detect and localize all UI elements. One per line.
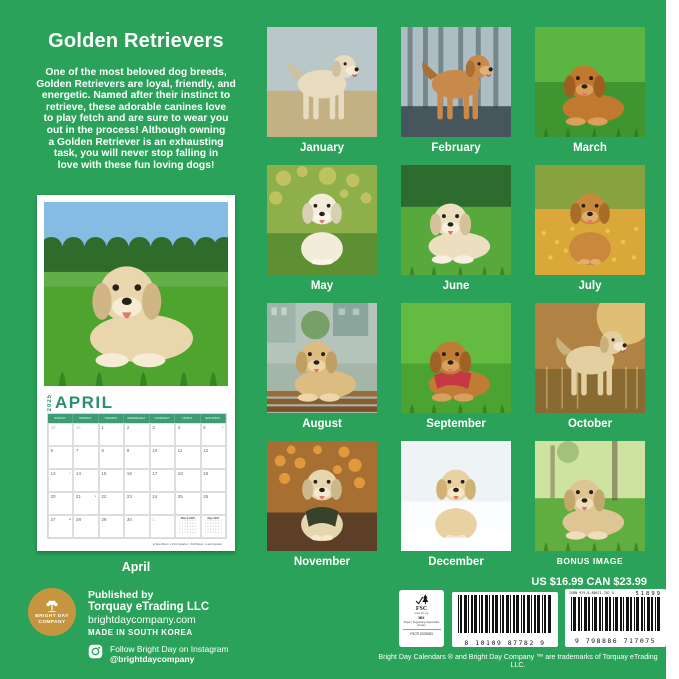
- calendar-day-cell: 14: [73, 469, 98, 492]
- weekday-header-cell: THURSDAY: [150, 414, 175, 423]
- instagram-handle: @brightdaycompany: [110, 654, 195, 664]
- thumbnail-november: [267, 441, 377, 579]
- instagram-block: [88, 644, 229, 664]
- description-line: energetic. Named after their instinct to: [41, 90, 231, 102]
- ean-digits: 9 798886 717075: [574, 637, 657, 645]
- calendar-day-cell: 23: [124, 492, 149, 515]
- calendar-day-cell: 13 ○: [48, 469, 73, 492]
- weekday-header-cell: FRIDAY: [175, 414, 200, 423]
- publisher-name: Torquay eTrading LLC: [88, 601, 210, 613]
- publisher-logo: [28, 588, 76, 636]
- month-photo-august: [267, 303, 377, 413]
- calendar-day-cell: 26: [201, 492, 226, 515]
- fsc-mix: MIX: [418, 616, 425, 621]
- fsc-icon: [414, 592, 430, 606]
- calendar-year: 2025: [47, 393, 53, 411]
- thumbnail-may: [267, 165, 377, 303]
- description-line: retrieve, these adorable canines love: [45, 101, 227, 113]
- moon-phase-icon: ●: [69, 517, 71, 521]
- month-label-december: December: [428, 556, 484, 568]
- published-by: Published by: [88, 589, 154, 601]
- mini-calendar-days: 1 2 3 4 5 6 7 1 2 3 4 5 6 7 1 2 3 4 5 6 7 1 2 3 4 5 6 7 1 2 3 4 5 6 7: [179, 520, 197, 535]
- thumbnail-august: [267, 303, 377, 441]
- upc-digits: 8 10109 87782 9: [464, 639, 546, 647]
- mini-calendar-title: May 2025: [207, 517, 220, 520]
- month-photo-june: [401, 165, 511, 275]
- weekday-header-cell: SUNDAY: [48, 414, 73, 423]
- month-photo-july: [535, 165, 645, 275]
- calendar-day-cell: 22: [99, 492, 124, 515]
- calendar-day-cell: 19: [201, 469, 226, 492]
- description: [18, 67, 254, 171]
- moon-phase-icon: ○: [69, 471, 71, 475]
- calendar-day-cell: 29: [99, 515, 124, 538]
- isbn-label: ISBN 979-8-88671-707-5: [569, 591, 614, 595]
- publisher-website: brightdaycompany.com: [88, 614, 196, 626]
- moon-phase-legend: ● New Moon ◐ First Quarter ○ Full Moon ◑ Last Quarter: [152, 541, 222, 546]
- weekday-header-cell: TUESDAY: [99, 414, 124, 423]
- april-calendar: [47, 389, 225, 546]
- april-preview-page: [37, 195, 235, 551]
- logo-text-line1: BRIGHT DAY: [35, 614, 69, 620]
- thumbnail-january: [267, 27, 377, 165]
- calendar-day-cell: 28: [73, 515, 98, 538]
- isbn-barcode: [565, 589, 666, 647]
- mini-calendar: [201, 515, 226, 538]
- preview-caption: April: [121, 560, 151, 574]
- calendar-month-title: APRIL: [55, 393, 114, 412]
- instagram-icon: [88, 644, 103, 659]
- month-photo-november: [267, 441, 377, 551]
- fsc-label: FSC: [415, 606, 428, 612]
- calendar-day-cell: 8: [99, 446, 124, 469]
- tree-icon: [43, 598, 61, 614]
- calendar-day-cell: 12: [201, 446, 226, 469]
- calendar-day-cell: 18: [175, 469, 200, 492]
- calendar-day-cell: 15: [99, 469, 124, 492]
- thumbnail-october: [535, 303, 645, 441]
- logo-text-line2: COMPANY: [38, 620, 66, 625]
- moon-phase-icon: ◑: [94, 494, 97, 498]
- calendar-day-cell: 1: [99, 423, 124, 446]
- month-label-june: June: [442, 280, 470, 292]
- month-photo-december: [401, 441, 511, 551]
- fsc-badge: [399, 590, 444, 647]
- month-label-bonus-image: BONUS IMAGE: [556, 556, 624, 566]
- month-label-september: September: [426, 418, 486, 430]
- month-label-august: August: [302, 418, 342, 430]
- calendar-day-cell: 30: [48, 423, 73, 446]
- calendar-day-cell: 21 ◑: [73, 492, 98, 515]
- calendar-day-cell: 30: [124, 515, 149, 538]
- thumbnail-bonus-image: [535, 441, 645, 579]
- page-title: Golden Retrievers: [48, 30, 224, 52]
- description-line: task, you will never stop falling in: [53, 148, 219, 160]
- month-label-may: May: [310, 280, 334, 292]
- weekday-header-cell: SATURDAY: [201, 414, 226, 423]
- calendar-day-cell: 17: [150, 469, 175, 492]
- upc-barcode: [452, 592, 558, 647]
- calendar-day-cell: 27 ●: [48, 515, 73, 538]
- month-photo-january: [267, 27, 377, 137]
- calendar-day-cell: 9: [124, 446, 149, 469]
- thumbnail-grid: [267, 27, 645, 579]
- publisher-block: [88, 589, 209, 638]
- description-line: out in the process! Although owning: [46, 124, 226, 136]
- month-label-november: November: [293, 556, 351, 568]
- upc-barcode-bars: [456, 595, 554, 633]
- calendar-title-row: [47, 389, 225, 411]
- mini-calendar: [175, 515, 200, 538]
- made-in-label: MADE IN SOUTH KOREA: [88, 628, 193, 637]
- description-line: a Golden Retriever is an exhausting: [48, 136, 224, 148]
- month-label-february: February: [431, 142, 481, 154]
- april-photo: [44, 202, 228, 386]
- calendar-day-cell: 10: [150, 446, 175, 469]
- legal-text: Bright Day Calendars ® and Bright Day Company ™ are trademarks of Torquay eTrading LLC.: [378, 653, 658, 669]
- price-line: US $16.99 CAN $23.99: [531, 576, 647, 588]
- calendar-grid: [47, 413, 227, 539]
- calendar-day-cell: 7: [73, 446, 98, 469]
- fsc-desc: Paper | Supporting responsible forestry: [403, 621, 440, 628]
- description-line: One of the most beloved dog breeds,: [45, 67, 227, 78]
- calendar-day-cell: 1: [150, 515, 175, 538]
- calendar-day-cell: 20: [48, 492, 73, 515]
- description-line: love with these fun loving dogs!: [57, 159, 215, 171]
- mini-calendar-title: March 2025: [180, 517, 195, 520]
- thumbnail-june: [401, 165, 511, 303]
- calendar-day-cell: 2: [124, 423, 149, 446]
- month-label-march: March: [573, 142, 607, 154]
- month-photo-may: [267, 165, 377, 275]
- isbn-barcode-bars: [569, 597, 662, 631]
- instagram-text: [110, 644, 229, 664]
- calendar-day-cell: 16: [124, 469, 149, 492]
- description-line: to play fetch and are sure to wear you: [43, 113, 229, 125]
- calendar-day-cell: 3: [150, 423, 175, 446]
- mini-calendar-days: 1 2 3 4 5 6 7 1 2 3 4 5 6 7 1 2 3 4 5 6 7 1 2 3 4 5 6 7 1 2 3 4 5 6 7: [204, 520, 222, 535]
- thumbnail-february: [401, 27, 511, 165]
- month-label-january: January: [299, 142, 345, 154]
- instagram-line1: Follow Bright Day on Instagram: [110, 644, 229, 654]
- month-photo-october: [535, 303, 645, 413]
- month-label-october: October: [567, 418, 613, 430]
- month-photo-september: [401, 303, 511, 413]
- calendar-day-cell: 31: [73, 423, 98, 446]
- weekday-header-cell: MONDAY: [73, 414, 98, 423]
- price-code: 51899: [635, 591, 662, 597]
- calendar-day-cell: 25: [175, 492, 200, 515]
- right-edge-strip: [666, 0, 679, 679]
- moon-phase-icon: ◐: [221, 425, 224, 429]
- calendar-day-cell: 24: [150, 492, 175, 515]
- month-photo-bonus-image: [535, 441, 645, 551]
- calendar-day-cell: 6: [48, 446, 73, 469]
- month-label-july: July: [578, 280, 602, 292]
- calendar-day-cell: 4: [175, 423, 200, 446]
- calendar-day-cell: 5 ◐: [201, 423, 226, 446]
- fsc-url: www.fsc.org: [414, 612, 429, 615]
- weekday-header-cell: WEDNESDAY: [124, 414, 149, 423]
- fsc-cert: FSC® C023083: [403, 629, 441, 636]
- description-line: Golden Retrievers are loyal, friendly, and: [36, 78, 236, 90]
- thumbnail-march: [535, 27, 645, 165]
- thumbnail-july: [535, 165, 645, 303]
- month-photo-march: [535, 27, 645, 137]
- thumbnail-december: [401, 441, 511, 579]
- thumbnail-september: [401, 303, 511, 441]
- month-photo-february: [401, 27, 511, 137]
- calendar-day-cell: 11: [175, 446, 200, 469]
